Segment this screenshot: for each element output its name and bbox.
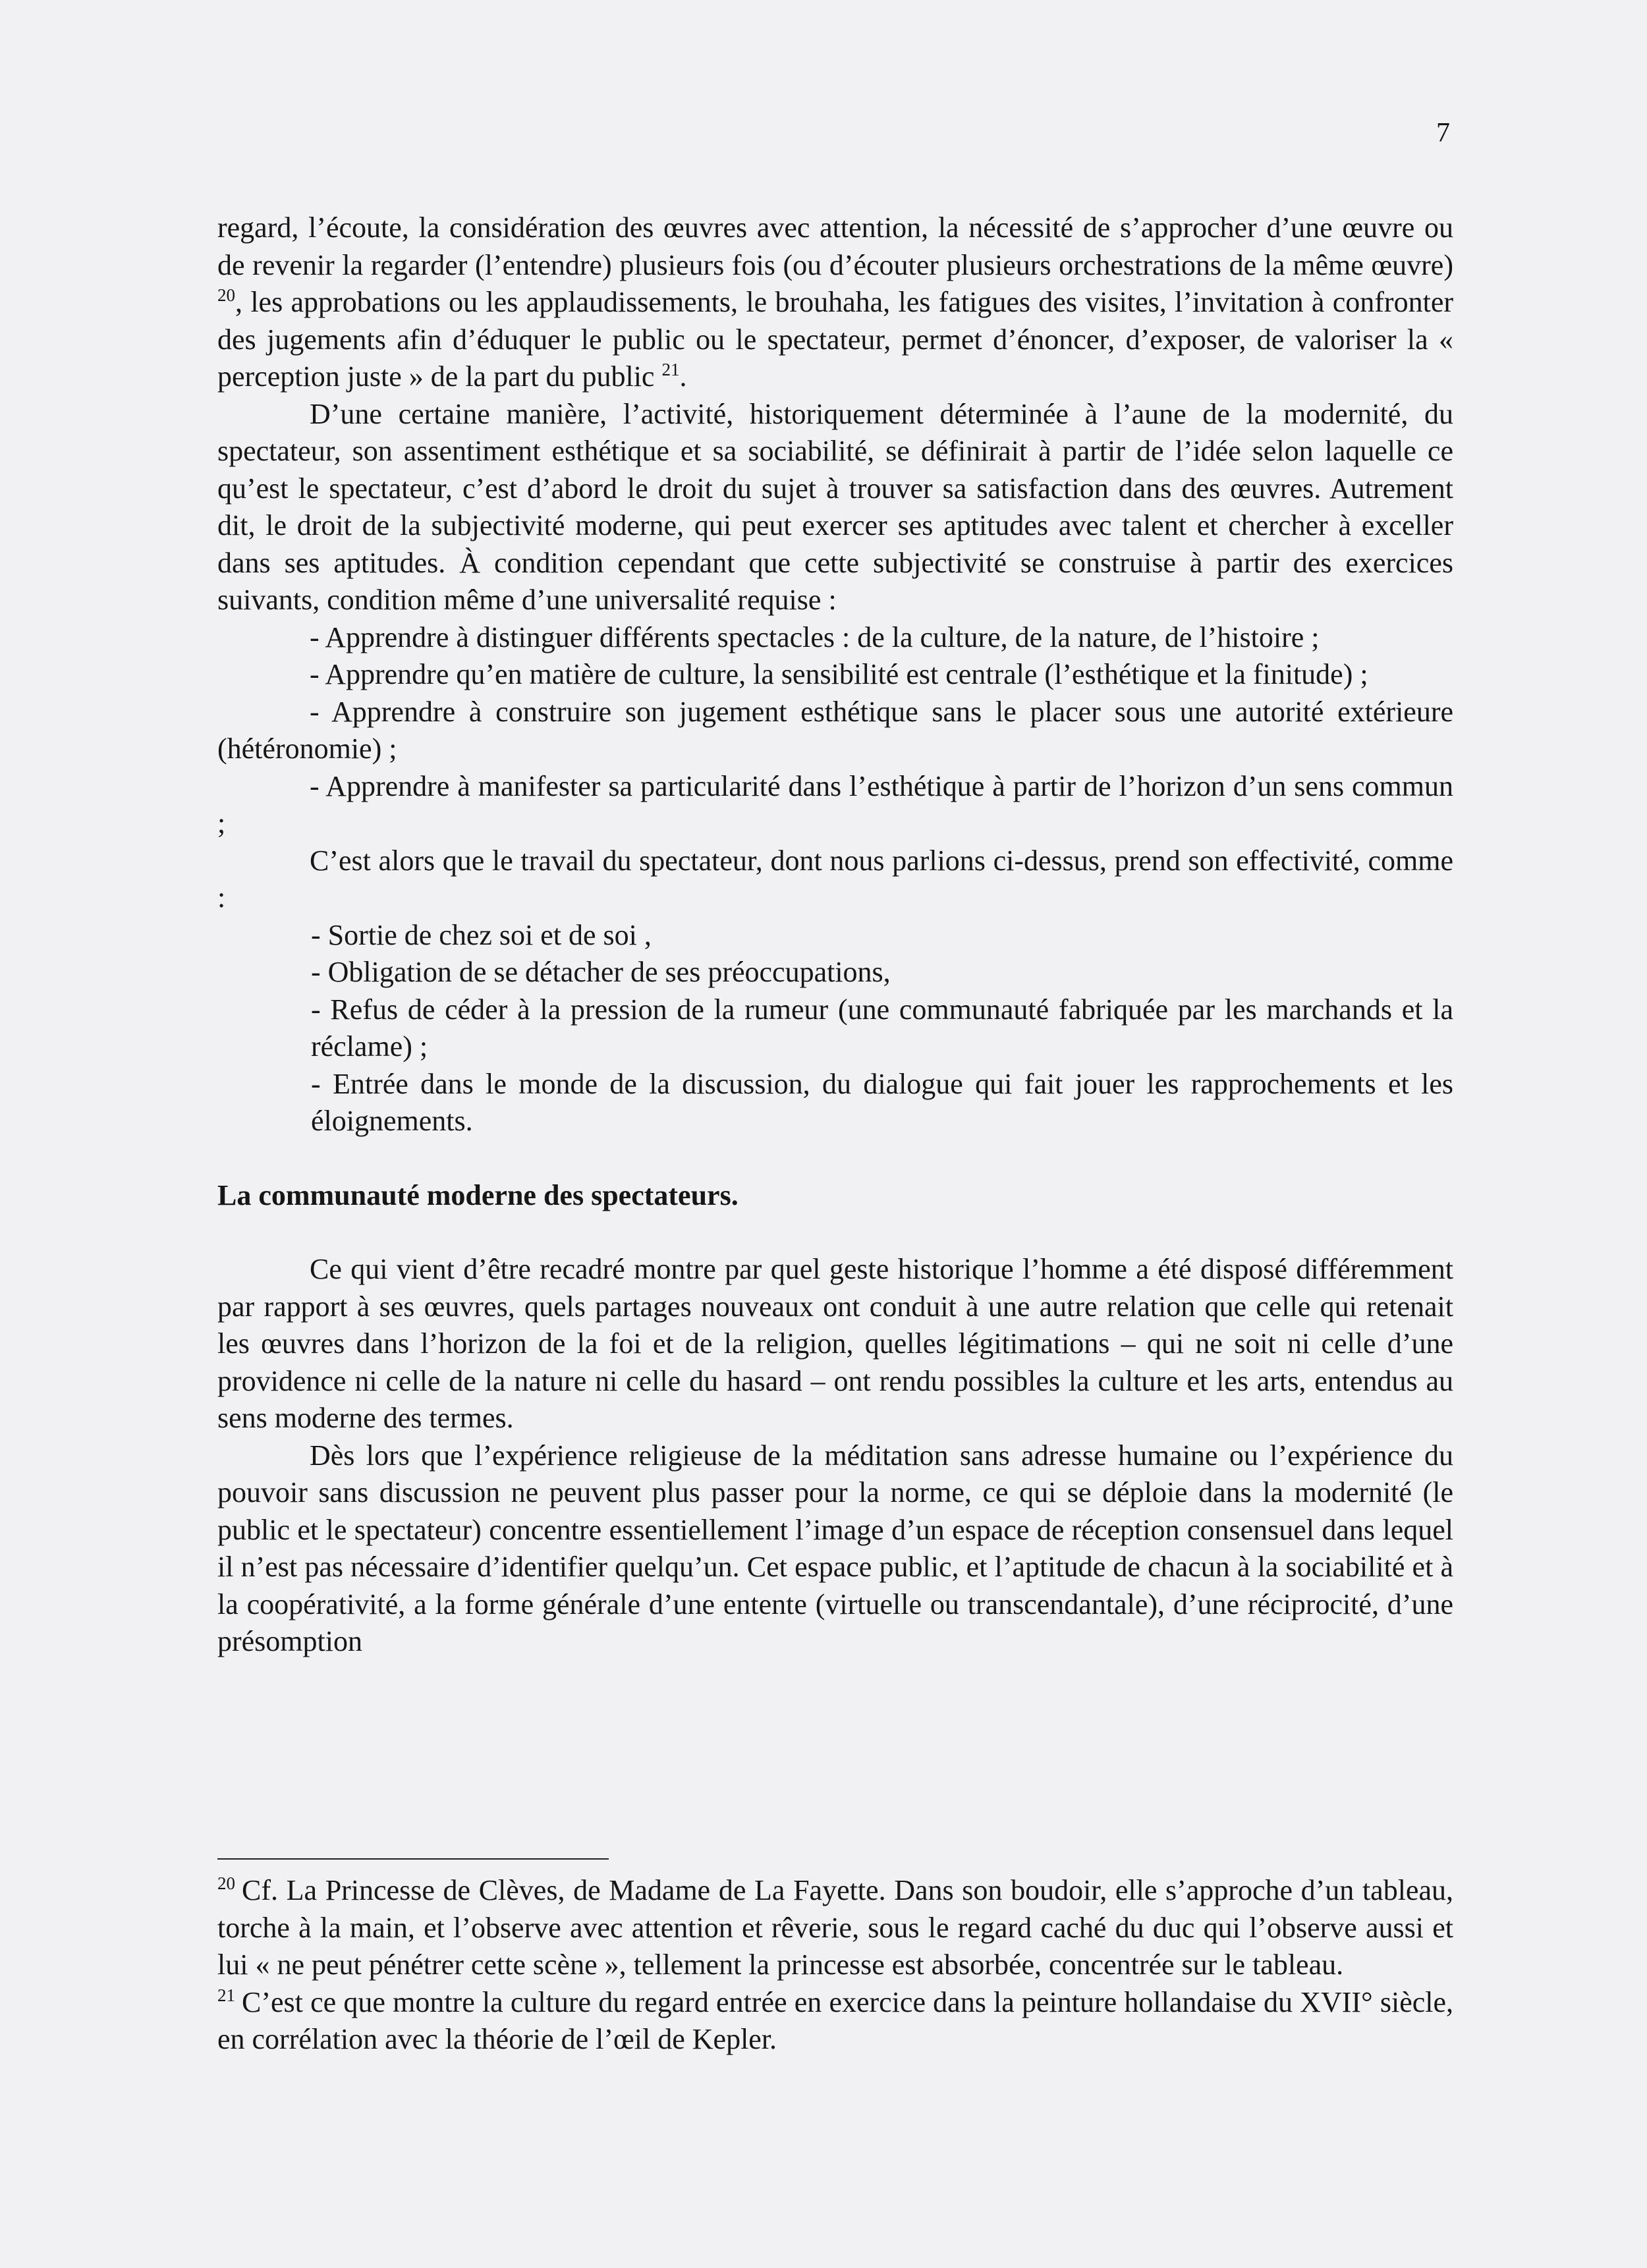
section-heading: La communauté moderne des spectateurs.	[217, 1178, 739, 1211]
list-item: - Apprendre à manifester sa particularité dans l’esthétique à partir de l’horizon d’un sens commun ;	[217, 769, 1453, 839]
list-item: - Apprendre à distinguer différents spectacles : de la culture, de la nature, de l’histoire ;	[310, 621, 1320, 653]
spectator-work-list	[217, 917, 1453, 1140]
footnote-ref-21[interactable]: 21	[661, 360, 680, 379]
footnotes	[217, 1872, 1453, 2059]
footnote-text: C’est ce que montre la culture du regard entrée en exercice dans la peinture hollandaise du XVII° siècle, en corrélation avec la théorie de l’œil de Kepler.	[217, 1985, 1453, 2055]
footnote-number: 20	[217, 1873, 235, 1893]
footnote-20	[217, 1872, 1453, 1984]
list-item: - Apprendre qu’en matière de culture, la sensibilité est centrale (l’esthétique et la finitude) ;	[310, 658, 1368, 690]
body-text	[217, 209, 1453, 1661]
footnote-separator	[217, 1858, 609, 1860]
list-item: - Refus de céder à la pression de la rumeur (une communauté fabriquée par les marchands et la réclame) ;	[311, 993, 1453, 1063]
footnote-ref-20[interactable]: 20	[217, 285, 235, 305]
page-number: 7	[1436, 118, 1450, 148]
list-item: - Apprendre à construire son jugement esthétique sans le placer sous une autorité extérieure (hétéronomie) ;	[217, 695, 1453, 765]
list-item: - Entrée dans le monde de la discussion, du dialogue qui fait jouer les rapprochements et les éloignements.	[311, 1067, 1453, 1137]
footnote-text: Cf. La Princesse de Clèves, de Madame de La Fayette. Dans son boudoir, elle s’approche d’un tableau, torche à la main, et l’observe avec attention et rêverie, sous le regard caché du duc qui l’observe aussi et lui « ne peut pénétrer cette scène », tellement la princesse est absorbée, concentrée sur le tableau.	[217, 1874, 1453, 1981]
footnote-number: 21	[217, 1985, 235, 2005]
footnote-21	[217, 1984, 1453, 2059]
paragraph-5: Dès lors que l’expérience religieuse de la méditation sans adresse humaine ou l’expérience du pouvoir sans discussion ne peuvent plus passer pour la norme, ce qui se déploie dans la modernité (le public et le spectateur) concentre essentiellement l’image d’un espace de réception consensuel dans lequel il n’est pas nécessaire d’identifier quelqu’un. Cet espace public, et l’aptitude de chacun à la sociabilité et à la coopérativité, a la forme générale d’une entente (virtuelle ou transcendantale), d’une réciprocité, d’une présomption	[217, 1439, 1453, 1657]
paragraph-2: D’une certaine manière, l’activité, historiquement déterminée à l’aune de la modernité, du spectateur, son assentiment esthétique et sa sociabilité, se définirait à partir de l’idée selon laquelle ce qu’est le spectateur, c’est d’abord le droit du sujet à trouver sa satisfaction dans des œuvres. Autrement dit, le droit de la subjectivité moderne, qui peut exercer ses aptitudes avec talent et chercher à exceller dans ses aptitudes. À condition cependant que cette subjectivité se construise à partir des exercices suivants, condition même d’une universalité requise :	[217, 397, 1453, 616]
list-item: - Sortie de chez soi et de soi ,	[311, 918, 652, 951]
paragraph-4: Ce qui vient d’être recadré montre par quel geste historique l’homme a été disposé différemment par rapport à ses œuvres, quels partages nouveaux ont conduit à une autre relation que celle qui retenait les œuvres dans l’horizon de la foi et de la religion, quelles légitimations – qui ne soit ni celle d’une providence ni celle de la nature ni celle du hasard – ont rendu possibles la culture et les arts, entendus au sens moderne des termes.	[217, 1253, 1453, 1434]
list-item: - Obligation de se détacher de ses préoccupations,	[311, 956, 891, 988]
paragraph-1: regard, l’écoute, la considération des œuvres avec attention, la nécessité de s’approcher d’une œuvre ou de revenir la regarder (l’entendre) plusieurs fois (ou d’écouter plusieurs orchestrations de la même œuvre) $^{20}$, les approbations ou les applaudissements, le brouhaha, les fatigues des visites, l’invitation à confronter des jugements afin d’éduquer le public ou le spectateur, permet d’énoncer, d’exposer, de valoriser la « perception juste » de la part du public $^{21}$.	[217, 211, 1453, 393]
paragraph-3: C’est alors que le travail du spectateur, dont nous parlions ci-dessus, prend son effectivité, comme :	[217, 844, 1453, 914]
exercise-list	[217, 619, 1453, 843]
